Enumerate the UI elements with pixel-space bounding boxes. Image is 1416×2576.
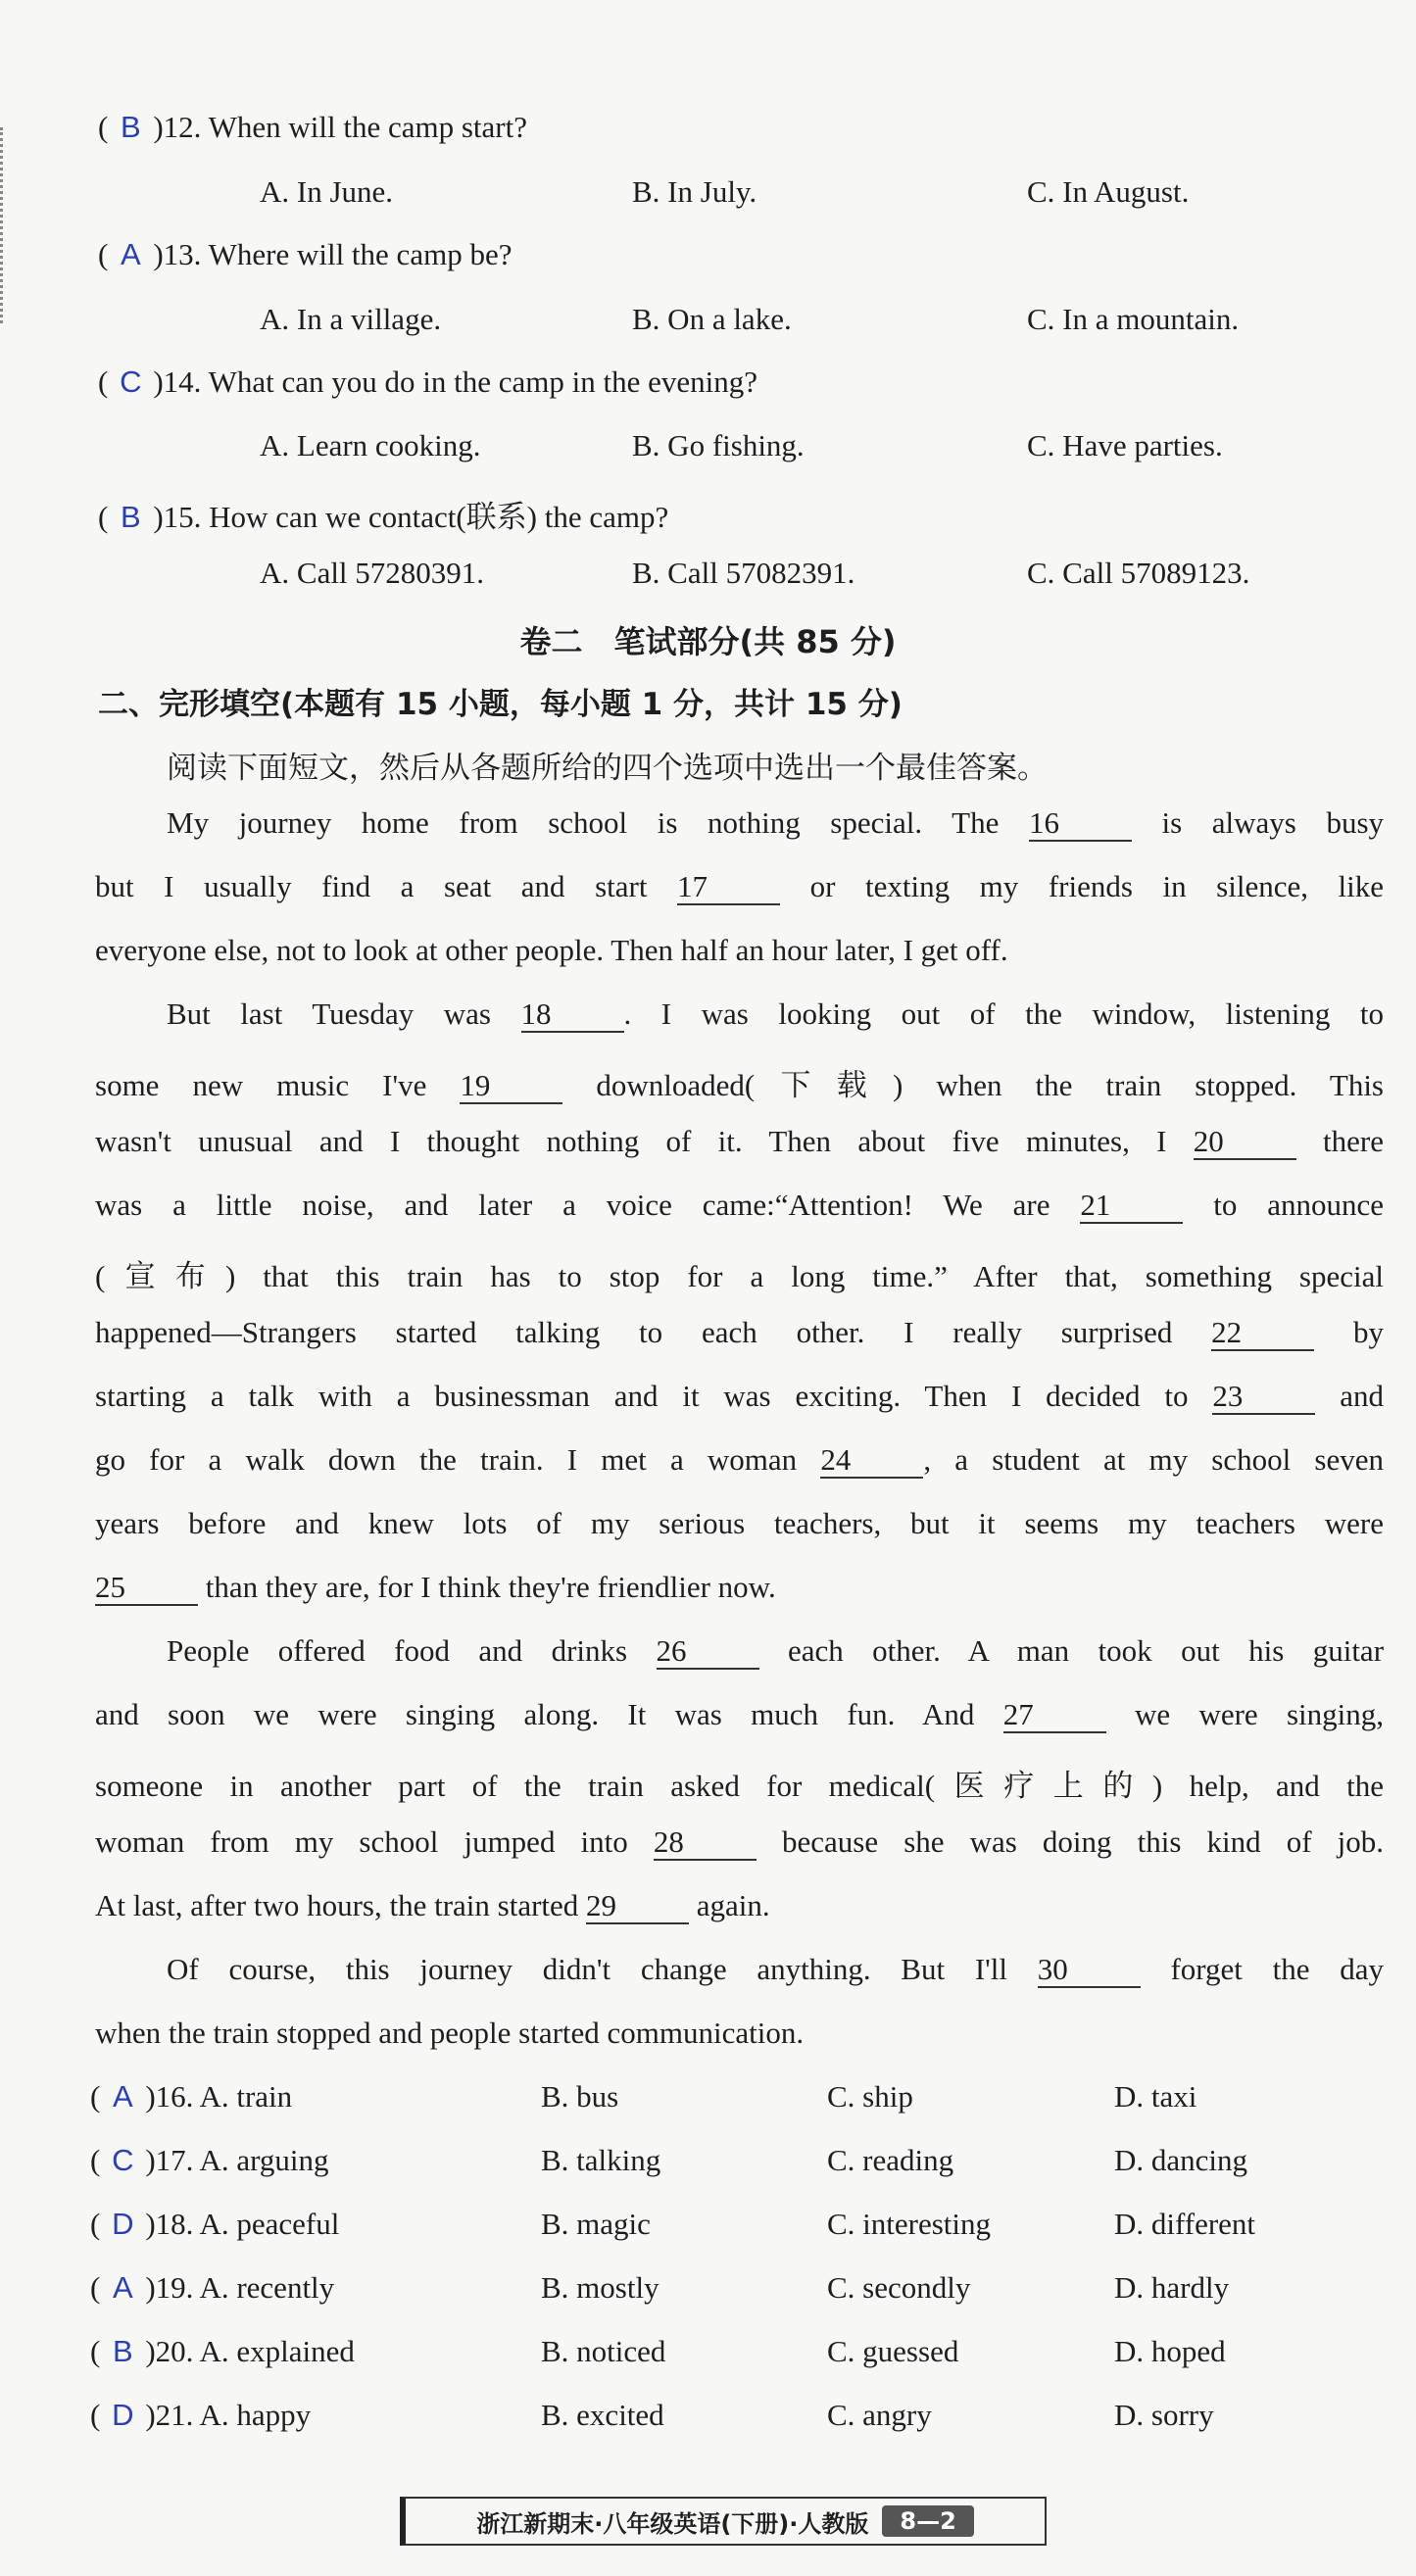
option-a: A. In a village. <box>260 302 442 336</box>
question-13: ( A )13. Where will the camp be? <box>98 237 513 271</box>
answer-mark: B <box>120 500 141 534</box>
answer-mark: C <box>120 365 142 399</box>
option-c: C. Call 57089123. <box>1027 556 1250 590</box>
passage-line: Of course, this journey didn't change anything. But I'll 30 forget the day <box>167 1952 1384 1986</box>
passage-line: At last, after two hours, the train started 29 again. <box>95 1888 770 1922</box>
option-d: D. dancing <box>1114 2143 1248 2177</box>
option-b: B. noticed <box>541 2334 666 2368</box>
option-d: D. hardly <box>1114 2270 1230 2305</box>
option-b: B. excited <box>541 2398 664 2432</box>
answer-mark: D <box>112 2207 134 2241</box>
question-text: When will the camp start? <box>208 110 527 144</box>
blank-24: 24 <box>820 1444 923 1479</box>
question-text: Where will the camp be? <box>208 237 513 271</box>
passage-line: was a little noise, and later a voice came:“Attention! We are 21 to announce <box>95 1188 1385 1222</box>
option-b: B. In July. <box>632 174 757 209</box>
option-c: C. angry <box>827 2398 932 2432</box>
option-b: B. Go fishing. <box>632 428 805 462</box>
option-d: D. different <box>1114 2207 1256 2241</box>
passage-line: years before and knew lots of my serious teachers, but it seems my teachers were <box>95 1506 1384 1540</box>
option-b: B. On a lake. <box>632 302 792 336</box>
blank-17: 17 <box>677 871 780 905</box>
answer-mark: A <box>112 2079 133 2114</box>
passage-line: (宣布) that this train has to stop for a long time.” After that, something special <box>95 1259 1384 1293</box>
option-c: C. interesting <box>827 2207 992 2241</box>
passage-line: wasn't unusual and I thought nothing of it. Then about five minutes, I 20 there <box>95 1124 1384 1158</box>
question-text: What can you do in the camp in the evening? <box>208 365 758 399</box>
option-c: C. reading <box>827 2143 954 2177</box>
passage-line: go for a walk down the train. I met a woman 24 , a student at my school seven <box>95 1442 1385 1477</box>
answer-mark: A <box>120 237 141 271</box>
passage-line: My journey home from school is nothing special. The 16 is always busy <box>167 805 1385 840</box>
option-b: B. Call 57082391. <box>632 556 855 590</box>
question-number: 15 <box>163 500 194 534</box>
question-15: ( B )15. How can we contact(联系) the camp? <box>98 500 669 534</box>
option-b: B. magic <box>541 2207 651 2241</box>
option-d: D. sorry <box>1114 2398 1214 2432</box>
question-14: ( C )14. What can you do in the camp in the evening? <box>98 365 758 399</box>
blank-25: 25 <box>95 1572 198 1606</box>
instruction-text: 阅读下面短文，然后从各题所给的四个选项中选出一个最佳答案。 <box>167 751 1048 786</box>
footer-title: 浙江新期末·八年级英语(下册)·人教版 <box>476 2509 869 2538</box>
blank-30: 30 <box>1038 1954 1141 1988</box>
question-number: 14 <box>163 365 194 399</box>
option-d: D. taxi <box>1114 2079 1197 2114</box>
option-a: A. Call 57280391. <box>260 556 485 590</box>
question-number: 13 <box>163 237 194 271</box>
passage-line: and soon we were singing along. It was much fun. And 27 we were singing, <box>95 1697 1385 1731</box>
passage-line: someone in another part of the train asked for medical(医疗上的) help, and the <box>95 1769 1384 1803</box>
passage-line: everyone else, not to look at other people. Then half an hour later, I get off. <box>95 933 1008 967</box>
page-footer <box>400 2497 1047 2546</box>
option-c: C. Have parties. <box>1027 428 1223 462</box>
passage-line: when the train stopped and people started communication. <box>95 2016 805 2050</box>
option-a: A. In June. <box>260 174 394 209</box>
blank-29: 29 <box>586 1890 689 1924</box>
passage-line: but I usually find a seat and start 17 or texting my friends in silence, like <box>95 869 1385 903</box>
option-c: C. guessed <box>827 2334 959 2368</box>
answer-mark: C <box>112 2143 134 2177</box>
question-text: How can we contact(联系) the camp? <box>209 500 669 534</box>
blank-22: 22 <box>1211 1317 1314 1351</box>
section-title: 卷二 笔试部分(共 85 分) <box>519 623 897 660</box>
answer-mark: B <box>112 2334 133 2368</box>
answer-mark: B <box>120 110 141 144</box>
passage-line: starting a talk with a businessman and it was exciting. Then I decided to 23 and <box>95 1379 1385 1413</box>
cloze-heading: 二、完形填空(本题有 15 小题，每小题 1 分，共计 15 分) <box>98 687 903 722</box>
blank-21: 21 <box>1080 1190 1183 1224</box>
option-b: B. bus <box>541 2079 619 2114</box>
page-number: 8—2 <box>882 2505 973 2537</box>
blank-18: 18 <box>521 998 624 1033</box>
blank-28: 28 <box>654 1826 757 1861</box>
answer-mark: D <box>112 2398 134 2432</box>
option-c: C. In a mountain. <box>1027 302 1240 336</box>
passage-line: happened—Strangers started talking to each other. I really surprised 22 by <box>95 1315 1384 1349</box>
margin-binding-mark <box>0 127 7 323</box>
question-number: 12 <box>163 110 194 144</box>
passage-line: woman from my school jumped into 28 because she was doing this kind of job. <box>95 1824 1385 1859</box>
blank-19: 19 <box>460 1070 562 1104</box>
blank-27: 27 <box>1003 1699 1106 1733</box>
option-c: C. ship <box>827 2079 913 2114</box>
passage-line: 25 than they are, for I think they're friendlier now. <box>95 1570 776 1604</box>
passage-line: People offered food and drinks 26 each other. A man took out his guitar <box>167 1633 1385 1668</box>
option-d: D. hoped <box>1114 2334 1226 2368</box>
option-b: B. talking <box>541 2143 661 2177</box>
blank-20: 20 <box>1194 1126 1296 1160</box>
blank-26: 26 <box>657 1635 759 1670</box>
blank-23: 23 <box>1212 1381 1315 1415</box>
option-a: A. Learn cooking. <box>260 428 481 462</box>
question-12: ( B )12. When will the camp start? <box>98 110 527 144</box>
passage-line: But last Tuesday was 18 . I was looking out of the window, listening to <box>167 996 1385 1031</box>
option-c: C. secondly <box>827 2270 971 2305</box>
option-b: B. mostly <box>541 2270 659 2305</box>
blank-16: 16 <box>1029 807 1132 842</box>
passage-line: some new music I've 19 downloaded(下载) when the train stopped. This <box>95 1068 1384 1102</box>
answer-mark: A <box>112 2270 133 2305</box>
worksheet-page: ( B )12. When will the camp start? A. In June. B. In July. C. In August. ( A )13. Where will the camp be? A. In a village. B. On a lake. C. In a mountain. ( C )14. What can you do in the camp in the evening? A. Learn cooking. B. Go fishing. C. Have parties. ( B )15. How can we contact(联系) the camp? A. Call 57280391. B. Call 57082391. C. Call 57089123. 卷二 笔试部分(共 85 分) 二、完形填空(本题有 15 小题，每小题 1 分，共计 15 分) 阅读下面短文，然后从各题所给的四个选项中选出一个最佳答案。 My journey home from school is nothing special. The 16 is always busy but I usually find a seat and start 17 or texting my friends in silence, like everyone else, not to look at other people. Then half an hour later, I get off. But last Tuesday was 18 . I was looking out of the window, listening to some new music I've 19 downloaded(下载) when the train stopped. This wasn't unusual and I thought nothing of it. Then about five minutes, I 20 there was a little noise, and later a voice came:“Attention! We are 21 to announce (宣布) that this train has to stop for a long time.” After that, something special happened—Strangers started talking to each other. I really surprised 22 by starting a talk with a businessman and it was exciting. Then I decided to 23 and go for a walk down the train. I met a woman 24 , a student at my school seven years before and knew lots of my serious teachers, but it seems my teachers were 25 than they are, for I think they're friendlier now. People offered food and drinks 26 each other. A man took out his guitar and soon we were singing along. It was much fun. And 27 we were singing, someone in another part of the train asked for medical(医疗上的) help, and the woman from my school jumped into 28 because she was doing this kind of job. At last, after two hours, the train started 29 again. Of course, this journey didn't change anything. But I'll 30 forget the day when the train stopped and people started communication. ( A )16. A. train B. bus C. ship D. taxi ( C )17. A. arguing B. talking C. reading D. dancing ( D )18. A. peaceful B. magic C. interesting D. different ( A )19. A. recently B. mostly C. secondly D. hardly ( B )20. A. explained B. noticed C. guessed D. hoped ( D )21. A. happy B. excited C. angry D. sorry 浙江新期末·八年级英语(下册)·人教版 8—2 <box>0 0 1416 2576</box>
option-c: C. In August. <box>1027 174 1190 209</box>
